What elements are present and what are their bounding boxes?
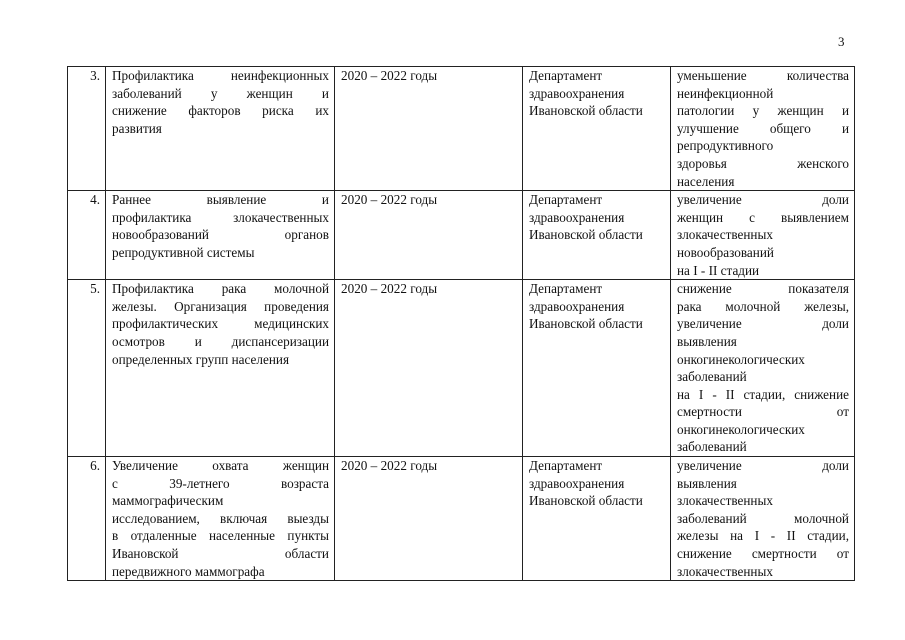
responsible-cell-line: Департамент (529, 458, 603, 474)
responsible-cell-line: Ивановской области (529, 316, 643, 332)
result-cell-line: заболеваний молочной (677, 510, 849, 526)
responsible-cell-line: Ивановской области (529, 103, 643, 119)
period-cell: 2020 – 2022 годы (335, 457, 523, 581)
activity-cell-line: Ивановской области (112, 546, 329, 562)
activity-cell-line: новообразований органов (112, 227, 329, 243)
responsible-cell-line: Департамент (529, 192, 603, 208)
result-cell-line: улучшение общего и (677, 120, 849, 136)
period-cell: 2020 – 2022 годы (335, 67, 523, 191)
result-cell-line: смертности от (677, 404, 849, 420)
result-cell-line: онкогинекологических (677, 421, 805, 437)
result-cell-line: злокачественных (677, 563, 773, 579)
table-row (68, 67, 855, 191)
page-number: 3 (838, 34, 845, 49)
measures-table (67, 66, 855, 581)
result-cell-line: злокачественных (677, 493, 773, 509)
responsible-cell-line: здравоохранения (529, 298, 625, 314)
responsible-cell (523, 191, 671, 280)
result-cell-line: выявления (677, 475, 737, 491)
result-cell-line: рака молочной железы, (677, 298, 849, 314)
responsible-cell-line: здравоохранения (529, 85, 625, 101)
result-cell-line: здоровья женского (677, 155, 849, 171)
activity-cell-line: развития (112, 120, 162, 136)
result-cell-line: снижение показателя (677, 281, 849, 297)
result-cell-line: заболеваний (677, 439, 747, 455)
result-cell (671, 67, 855, 191)
activity-cell-line: Профилактика рака молочной (112, 281, 329, 297)
result-cell (671, 280, 855, 457)
activity-cell-line: осмотров и диспансеризации (112, 333, 329, 349)
activity-cell-line: передвижного маммографа (112, 563, 265, 579)
result-cell-line: патологии у женщин и (677, 103, 849, 119)
activity-cell-line: Раннее выявление и (112, 192, 329, 208)
activity-cell-line: репродуктивной системы (112, 244, 255, 260)
responsible-cell-line: здравоохранения (529, 209, 625, 225)
result-cell-line: неинфекционной (677, 85, 774, 101)
period-cell: 2020 – 2022 годы (335, 280, 523, 457)
result-cell-line: увеличение доли (677, 316, 849, 332)
activity-cell-line: профилактических медицинских (112, 316, 329, 332)
activity-cell-line: железы. Организация проведения (112, 298, 329, 314)
result-cell-line: уменьшение количества (677, 68, 849, 83)
result-cell-line: новообразований (677, 244, 774, 260)
result-cell-line: населения (677, 173, 735, 189)
row-number: 3. (68, 67, 106, 191)
activity-cell (106, 280, 335, 457)
period-cell: 2020 – 2022 годы (335, 191, 523, 280)
result-cell-line: выявления (677, 333, 737, 349)
table-row (68, 457, 855, 581)
result-cell-line: репродуктивного (677, 138, 774, 154)
activity-cell-line: снижение факторов риска их (112, 103, 329, 119)
result-cell-line: на I - II стадии (677, 262, 760, 278)
activity-cell-line: с 39-летнего возраста (112, 475, 329, 491)
responsible-cell-line: Ивановской области (529, 227, 643, 243)
activity-cell (106, 457, 335, 581)
responsible-cell-line: здравоохранения (529, 475, 625, 491)
activity-cell (106, 67, 335, 191)
row-number: 6. (68, 457, 106, 581)
result-cell-line: на I - II стадии, снижение (677, 386, 849, 402)
result-cell-line: снижение смертности от (677, 546, 849, 562)
activity-cell-line: профилактика злокачественных (112, 209, 329, 225)
result-cell-line: железы на I - II стадии, (677, 528, 849, 544)
activity-cell-line: исследованием, включая выезды (112, 510, 329, 526)
activity-cell-line: в отдаленные населенные пункты (112, 528, 329, 544)
result-cell-line: злокачественных (677, 227, 773, 243)
responsible-cell (523, 457, 671, 581)
result-cell-line: увеличение доли (677, 458, 849, 474)
responsible-cell-line: Департамент (529, 281, 603, 297)
activity-cell (106, 191, 335, 280)
activity-cell-line: Профилактика неинфекционных (112, 68, 329, 83)
result-cell (671, 191, 855, 280)
result-cell-line: онкогинекологических (677, 351, 805, 367)
result-cell-line: заболеваний (677, 369, 747, 385)
result-cell (671, 457, 855, 581)
activity-cell-line: маммографическим (112, 493, 224, 509)
result-cell-line: увеличение доли (677, 192, 849, 208)
responsible-cell-line: Ивановской области (529, 493, 643, 509)
activity-cell-line: Увеличение охвата женщин (112, 458, 329, 474)
responsible-cell (523, 67, 671, 191)
activity-cell-line: определенных групп населения (112, 351, 290, 367)
activity-cell-line: заболеваний у женщин и (112, 85, 329, 101)
table-row (68, 191, 855, 280)
table-row (68, 280, 855, 457)
row-number: 4. (68, 191, 106, 280)
responsible-cell-line: Департамент (529, 68, 603, 83)
result-cell-line: женщин с выявлением (677, 209, 849, 225)
row-number: 5. (68, 280, 106, 457)
responsible-cell (523, 280, 671, 457)
